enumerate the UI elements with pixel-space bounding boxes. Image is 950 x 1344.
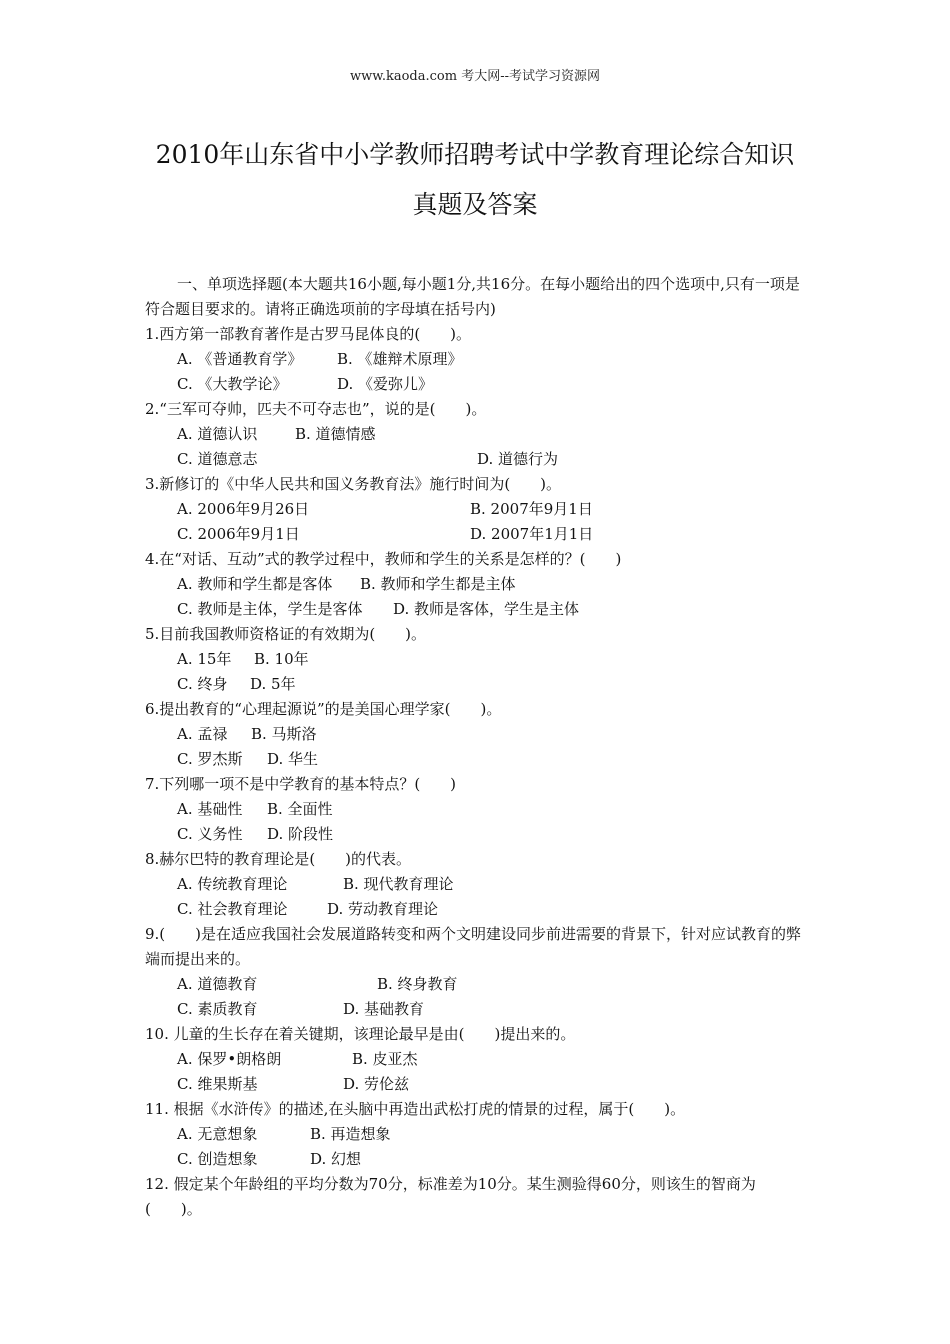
question-text: 6.提出教育的“心理起源说”的是美国心理学家( )。 xyxy=(145,700,502,718)
section-instructions: 一、单项选择题(本大题共16小题,每小题1分,共16分。在每小题给出的四个选项中,只有一项是符合题目要求的。请将正确选项前的字母填在括号内) xyxy=(145,275,800,318)
option-b: B. 教师和学生都是主体 xyxy=(360,575,516,593)
option-b: B. 《雄辩术原理》 xyxy=(337,350,463,368)
option-row xyxy=(145,1122,809,1147)
option-a: A. 孟禄 xyxy=(177,725,228,743)
option-row xyxy=(145,1072,809,1097)
option-d: D. 华生 xyxy=(267,750,319,768)
option-b: B. 再造想象 xyxy=(310,1125,391,1143)
option-row xyxy=(145,1047,809,1072)
option-c: C. 素质教育 xyxy=(177,1000,258,1018)
option-c: C. 道德意志 xyxy=(177,450,258,468)
option-b: B. 全面性 xyxy=(267,800,333,818)
option-b: B. 皮亚杰 xyxy=(352,1050,418,1068)
option-a: A. 道德认识 xyxy=(177,425,258,443)
option-b: B. 终身教育 xyxy=(377,975,458,993)
option-b: B. 马斯洛 xyxy=(251,725,317,743)
option-a: A. 无意想象 xyxy=(177,1125,258,1143)
option-row xyxy=(145,372,809,397)
option-a: A. 传统教育理论 xyxy=(177,875,288,893)
option-a: A. 《普通教育学》 xyxy=(177,350,303,368)
option-b: B. 10年 xyxy=(254,650,309,668)
option-row xyxy=(145,822,809,847)
option-d: D. 阶段性 xyxy=(267,825,334,843)
page-header: www.kaoda.com 考大网--考试学习资源网 xyxy=(350,69,600,84)
option-a: A. 教师和学生都是客体 xyxy=(177,575,333,593)
option-c: C. 社会教育理论 xyxy=(177,900,288,918)
option-row xyxy=(145,522,809,547)
option-a: A. 道德教育 xyxy=(177,975,258,993)
option-d: D. 5年 xyxy=(250,675,296,693)
option-row xyxy=(145,747,809,772)
option-d: D. 《爱弥儿》 xyxy=(337,375,434,393)
option-b: B. 道德情感 xyxy=(295,425,376,443)
question-text: 7.下列哪一项不是中学教育的基本特点？( ) xyxy=(145,775,457,793)
question-text: 3.新修订的《中华人民共和国义务教育法》施行时间为( )。 xyxy=(145,475,562,493)
option-row xyxy=(145,972,809,997)
option-row xyxy=(145,422,809,447)
option-row xyxy=(145,497,809,522)
option-row xyxy=(145,347,809,372)
option-row xyxy=(145,1147,809,1172)
option-row xyxy=(145,672,809,697)
question-text: 1.西方第一部教育著作是古罗马昆体良的( )。 xyxy=(145,325,472,343)
document-title-line-2: 真题及答案 xyxy=(412,190,538,219)
option-c: C. 教师是主体，学生是客体 xyxy=(177,600,363,618)
option-d: D. 幻想 xyxy=(310,1150,362,1168)
option-d: D. 教师是客体，学生是主体 xyxy=(393,600,580,618)
option-row xyxy=(145,597,809,622)
option-row xyxy=(145,872,809,897)
option-d: D. 道德行为 xyxy=(477,450,559,468)
option-b: B. 2007年9月1日 xyxy=(470,500,593,518)
option-row xyxy=(145,797,809,822)
question-list xyxy=(145,272,809,1222)
question-text: 4.在“对话、互动”式的教学过程中，教师和学生的关系是怎样的？( ) xyxy=(145,550,622,568)
option-row xyxy=(145,447,809,472)
option-a: A. 2006年9月26日 xyxy=(177,500,310,518)
question-text: 5.目前我国教师资格证的有效期为( )。 xyxy=(145,625,427,643)
option-row xyxy=(145,647,809,672)
option-d: D. 劳动教育理论 xyxy=(327,900,439,918)
option-d: D. 基础教育 xyxy=(343,1000,425,1018)
option-c: C. 2006年9月1日 xyxy=(177,525,300,543)
option-c: C. 《大教学论》 xyxy=(177,375,288,393)
option-row xyxy=(145,722,809,747)
option-c: C. 创造想象 xyxy=(177,1150,258,1168)
question-text: 12. 假定某个年龄组的平均分数为70分，标准差为10分。某生测验得60分，则该生的智商为( )。 xyxy=(145,1175,756,1218)
question-text: 8.赫尔巴特的教育理论是( )的代表。 xyxy=(145,850,412,868)
option-a: A. 基础性 xyxy=(177,800,243,818)
option-b: B. 现代教育理论 xyxy=(343,875,454,893)
option-c: C. 终身 xyxy=(177,675,228,693)
question-text: 2.“三军可夺帅，匹夫不可夺志也”，说的是( )。 xyxy=(145,400,487,418)
question-text: 10. 儿童的生长存在着关键期，该理论最早是由( )提出来的。 xyxy=(145,1025,576,1043)
option-row xyxy=(145,572,809,597)
question-text: 9.( )是在适应我国社会发展道路转变和两个文明建设同步前进需要的背景下，针对应试教育的弊端而提出来的。 xyxy=(145,925,802,968)
option-c: C. 维果斯基 xyxy=(177,1075,258,1093)
option-d: D. 劳伦兹 xyxy=(343,1075,410,1093)
option-a: A. 15年 xyxy=(177,650,232,668)
option-d: D. 2007年1月1日 xyxy=(470,525,594,543)
option-row xyxy=(145,997,809,1022)
option-a: A. 保罗•朗格朗 xyxy=(177,1050,282,1068)
option-row xyxy=(145,897,809,922)
question-text: 11. 根据《水浒传》的描述,在头脑中再造出武松打虎的情景的过程，属于( )。 xyxy=(145,1100,686,1118)
document-title-line-1: 2010年山东省中小学教师招聘考试中学教育理论综合知识 xyxy=(155,140,795,169)
option-c: C. 罗杰斯 xyxy=(177,750,243,768)
option-c: C. 义务性 xyxy=(177,825,243,843)
